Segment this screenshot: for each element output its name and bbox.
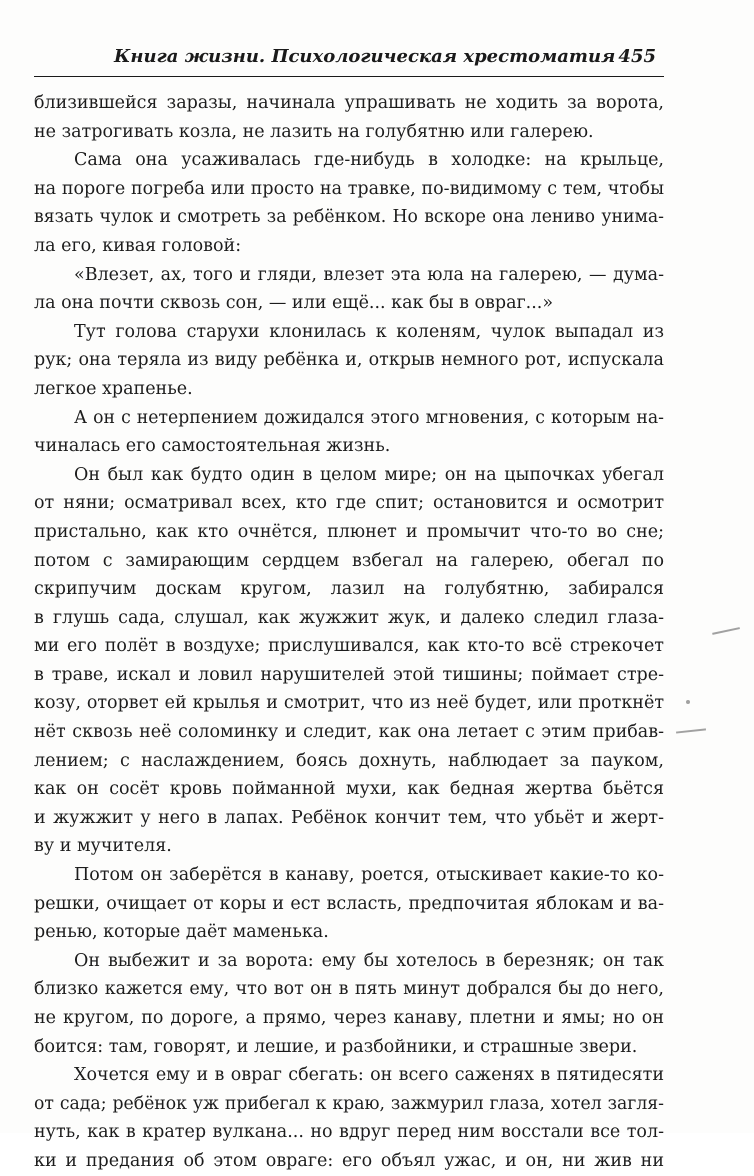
- text-line: Он был как будто один в целом мире; он на цыпочках убегал: [74, 464, 664, 485]
- text-line: Он выбежит и за ворота: ему бы хотелось в березняк; он так: [74, 950, 664, 971]
- text-line: от сада; ребёнок уж прибегал к краю, зажмурил глаза, хотел загля-: [34, 1093, 664, 1114]
- text-line: потом с замирающим сердцем взбегал на галерею, обегал по: [34, 550, 664, 571]
- text-line: в траве, искал и ловил нарушителей этой тишины; поймает стре-: [34, 664, 664, 685]
- text-line: Потом он заберётся в канаву, роется, отыскивает какие-то ко-: [74, 865, 664, 886]
- text-line: ла его, кивая головой:: [34, 235, 242, 256]
- text-line: нуть, как в кратер вулкана... но вдруг перед ним восстали все тол-: [34, 1122, 664, 1143]
- text-line: рук; она теряла из виду ребёнка и, открыв немного рот, испускала: [34, 350, 664, 371]
- scan-mark: [712, 627, 740, 634]
- text-line: боится: там, говорят, и лешие, и разбойники, и страшные звери.: [34, 1036, 638, 1057]
- text-line: как он сосёт кровь пойманной мухи, как бедная жертва бьётся: [34, 779, 664, 800]
- text-line: ла она почти сквозь сон, — или ещё... как бы в овраг...»: [34, 293, 554, 314]
- text-line: ренью, которые даёт маменька.: [34, 922, 329, 943]
- text-line: «Влезет, ах, того и гляди, влезет эта юла на галерею, — дума-: [74, 264, 664, 285]
- text-line: нёт сквозь неё соломинку и следит, как она летает с этим прибав-: [34, 722, 664, 743]
- text-line: от няни; осматривал всех, кто где спит; остановится и осмотрит: [34, 493, 664, 514]
- running-header: [34, 44, 664, 77]
- text-line: скрипучим доскам кругом, лазил на голубятню, забирался: [34, 579, 664, 600]
- text-line: в глушь сада, слушал, как жужжит жук, и далеко следил глаза-: [34, 607, 664, 628]
- scan-mark: [686, 700, 690, 704]
- scan-mark: [676, 728, 706, 733]
- text-line: пристально, как кто очнётся, плюнет и промычит что-то во сне;: [34, 521, 664, 542]
- text-line: решки, очищает от коры и ест всласть, предпочитая яблокам и ва-: [34, 893, 664, 914]
- text-line: А он с нетерпением дожидался этого мгновения, с которым на-: [74, 407, 664, 428]
- text-line: чиналась его самостоятельная жизнь.: [34, 436, 391, 457]
- text-line: ву и мучителя.: [34, 836, 172, 857]
- text-line: Хочется ему и в овраг сбегать: он всего саженях в пятидесяти: [74, 1065, 664, 1086]
- text-line: лением; с наслаждением, боясь дохнуть, наблюдает за пауком,: [34, 750, 664, 771]
- text-line: ми его полёт в воздухе; прислушивался, как кто-то всё стрекочет: [34, 636, 664, 657]
- text-line: вязать чулок и смотреть за ребёнком. Но вскоре она лениво унима-: [34, 207, 664, 228]
- text-line: близившейся заразы, начинала упрашивать не ходить за ворота,: [34, 93, 664, 113]
- text-line: и жужжит у него в лапах. Ребёнок кончит тем, что убьёт и жерт-: [34, 807, 664, 828]
- text-line: легкое храпенье.: [34, 378, 193, 399]
- text-line: не кругом, по дороге, а прямо, через канаву, плетни и ямы; но он: [34, 1008, 664, 1028]
- text-line: Сама она усаживалась где-нибудь в холодке: на крыльце,: [74, 150, 664, 171]
- text-line: на пороге погреба или просто на травке, по-видимому с тем, чтобы: [34, 178, 664, 199]
- text-line: близко кажется ему, что вот он в пять минут добрался бы до него,: [34, 979, 664, 1000]
- running-title: Книга жизни. Психологическая хрестоматия: [114, 46, 616, 67]
- text-line: козу, оторвет ей крылья и смотрит, что из неё будет, или проткнёт: [34, 693, 664, 714]
- text-line: ки и предания об этом овраге: его объял ужас, и он, ни жив ни: [34, 1150, 664, 1171]
- text-line: не затрогивать козла, не лазить на голубятню или галерею.: [34, 121, 594, 142]
- text-line: Тут голова старухи клонилась к коленям, чулок выпадал из: [74, 321, 664, 342]
- text-body: [34, 89, 664, 1176]
- page-number: 455: [618, 46, 656, 67]
